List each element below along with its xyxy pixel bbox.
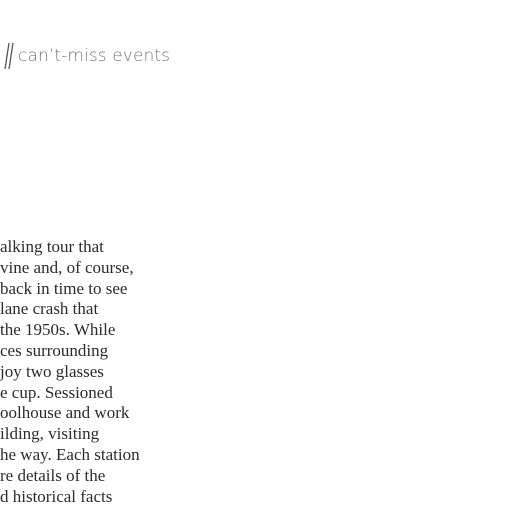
article-body bbox=[0, 237, 160, 507]
body-line: the 1950s. While bbox=[0, 320, 116, 340]
body-line: re details of the bbox=[0, 465, 106, 485]
body-line: e cup. Sessioned bbox=[0, 382, 113, 402]
body-line: ces surrounding bbox=[0, 340, 109, 360]
section-header bbox=[0, 40, 170, 72]
section-title: can’t-miss events bbox=[18, 46, 171, 66]
body-line: he way. Each station bbox=[0, 444, 140, 464]
body-line: back in time to see bbox=[0, 278, 128, 298]
body-line: vine and, of course, bbox=[0, 257, 134, 277]
body-line: ilding, visiting bbox=[0, 424, 100, 444]
body-line: d historical facts bbox=[0, 486, 113, 506]
double-slash-icon bbox=[0, 41, 14, 71]
body-line: alking tour that bbox=[0, 237, 104, 256]
body-line: oolhouse and work bbox=[0, 403, 130, 423]
body-line: lane crash that bbox=[0, 299, 99, 319]
body-line: joy two glasses bbox=[0, 361, 104, 381]
